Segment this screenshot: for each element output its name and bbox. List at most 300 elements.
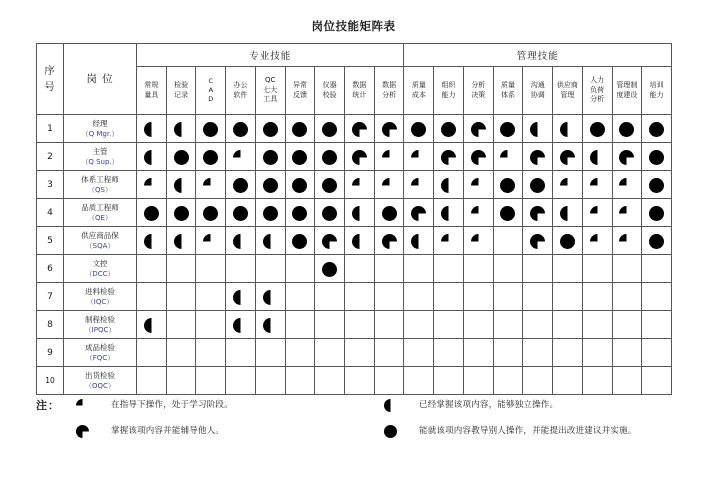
skill-cell-prof-2[interactable] — [166, 367, 196, 395]
skill-cell-prof-3[interactable] — [196, 143, 226, 171]
table-row — [37, 367, 672, 395]
full-circle-icon — [560, 234, 575, 249]
skill-cell-prof-6[interactable] — [285, 311, 315, 339]
skill-cell-mgmt-7[interactable] — [582, 311, 612, 339]
skill-cell-mgmt-4[interactable] — [493, 255, 523, 283]
position-name: 进料检验 — [85, 286, 115, 296]
half-circle-icon — [233, 290, 248, 305]
full-circle-icon — [411, 122, 426, 137]
quarter-circle-icon — [203, 178, 218, 193]
column-header-line: 成本 — [411, 90, 426, 99]
skill-cell-prof-3[interactable] — [196, 367, 226, 395]
column-header-line: 记录 — [174, 90, 189, 99]
skill-cell-mgmt-8[interactable] — [612, 339, 642, 367]
half-circle-icon — [263, 318, 278, 333]
row-index: 9 — [37, 339, 64, 367]
skill-cell-prof-3[interactable] — [196, 115, 226, 143]
position-code: （QS） — [88, 185, 112, 194]
skill-cell-prof-9[interactable] — [374, 283, 404, 311]
skill-cell-prof-1[interactable] — [137, 255, 167, 283]
full-circle-icon — [233, 206, 248, 221]
skill-cell-mgmt-9[interactable] — [642, 255, 672, 283]
three-quarter-circle-icon — [382, 122, 397, 137]
three-quarter-circle-icon — [471, 122, 486, 137]
position-name: 制程检验 — [85, 314, 115, 324]
skill-cell-mgmt-1[interactable] — [404, 339, 434, 367]
column-header-line: QC — [265, 76, 276, 85]
column-header-prof-9 — [374, 67, 404, 115]
position-code: （Q Sup.） — [81, 157, 119, 166]
full-circle-icon — [263, 178, 278, 193]
skill-cell-mgmt-4[interactable] — [493, 311, 523, 339]
header-index — [37, 44, 64, 115]
skill-cell-mgmt-6[interactable] — [553, 283, 583, 311]
row-position — [64, 283, 137, 311]
skill-cell-prof-5[interactable] — [255, 143, 285, 171]
skill-cell-prof-5[interactable] — [255, 283, 285, 311]
skill-cell-mgmt-6[interactable] — [553, 339, 583, 367]
legend-notes — [36, 392, 676, 444]
position-code: （IQC） — [86, 297, 114, 306]
skill-cell-mgmt-8[interactable] — [612, 115, 642, 143]
skill-cell-mgmt-2[interactable] — [434, 171, 464, 199]
full-circle-icon — [619, 122, 634, 137]
column-header-line: 常规 — [144, 81, 159, 89]
table-row — [37, 283, 672, 311]
column-header-line: 质量 — [411, 81, 426, 89]
skill-cell-mgmt-5[interactable] — [523, 171, 553, 199]
skill-cell-mgmt-3[interactable] — [463, 171, 493, 199]
half-circle-icon — [174, 178, 189, 193]
half-circle-icon — [144, 318, 159, 333]
skill-cell-prof-8[interactable] — [345, 199, 375, 227]
half-circle-icon — [174, 122, 189, 137]
skill-cell-prof-2[interactable] — [166, 255, 196, 283]
skill-cell-prof-9[interactable] — [374, 171, 404, 199]
skill-cell-mgmt-3[interactable] — [463, 199, 493, 227]
skill-cell-prof-8[interactable] — [345, 339, 375, 367]
skill-cell-prof-6[interactable] — [285, 199, 315, 227]
skill-cell-mgmt-2[interactable] — [434, 283, 464, 311]
column-header-mgmt-7 — [582, 67, 612, 115]
skill-cell-mgmt-6[interactable] — [553, 227, 583, 255]
skill-cell-prof-4[interactable] — [226, 339, 256, 367]
skill-cell-mgmt-6[interactable] — [553, 115, 583, 143]
skill-cell-mgmt-3[interactable] — [463, 115, 493, 143]
skill-cell-prof-6[interactable] — [285, 339, 315, 367]
skill-cell-mgmt-5[interactable] — [523, 339, 553, 367]
skill-cell-prof-4[interactable] — [226, 171, 256, 199]
quarter-circle-icon — [471, 206, 486, 221]
column-header-line: 能力 — [649, 90, 664, 99]
half-circle-icon — [441, 206, 456, 221]
skill-cell-prof-2[interactable] — [166, 227, 196, 255]
full-circle-icon — [649, 150, 664, 165]
skill-cell-mgmt-8[interactable] — [612, 255, 642, 283]
header-position — [64, 44, 137, 115]
skill-cell-mgmt-1[interactable] — [404, 283, 434, 311]
full-circle-icon — [590, 122, 605, 137]
skill-cell-mgmt-1[interactable] — [404, 115, 434, 143]
skill-cell-mgmt-7[interactable] — [582, 115, 612, 143]
skill-cell-mgmt-5[interactable] — [523, 143, 553, 171]
full-circle-icon — [649, 178, 664, 193]
skill-cell-mgmt-7[interactable] — [582, 255, 612, 283]
skill-cell-mgmt-6[interactable] — [553, 199, 583, 227]
column-header-line: 管理制 — [616, 81, 638, 89]
skill-cell-mgmt-7[interactable] — [582, 367, 612, 395]
skill-cell-prof-7[interactable] — [315, 227, 345, 255]
skill-cell-mgmt-8[interactable] — [612, 227, 642, 255]
column-header-line: 检验 — [174, 81, 189, 89]
skill-cell-prof-5[interactable] — [255, 339, 285, 367]
skill-cell-prof-1[interactable] — [137, 339, 167, 367]
skill-cell-mgmt-9[interactable] — [642, 339, 672, 367]
skill-cell-mgmt-5[interactable] — [523, 199, 553, 227]
column-header-line: 质量 — [500, 81, 515, 89]
skill-cell-prof-3[interactable] — [196, 255, 226, 283]
skill-cell-mgmt-2[interactable] — [434, 339, 464, 367]
skill-cell-prof-5[interactable] — [255, 227, 285, 255]
skill-cell-mgmt-7[interactable] — [582, 199, 612, 227]
column-header-prof-2 — [166, 67, 196, 115]
column-header-line: 体系 — [500, 90, 515, 99]
skill-cell-prof-5[interactable] — [255, 171, 285, 199]
skill-cell-mgmt-4[interactable] — [493, 339, 523, 367]
three-quarter-circle-icon — [471, 150, 486, 165]
skill-cell-mgmt-2[interactable] — [434, 115, 464, 143]
table-row — [37, 199, 672, 227]
full-circle-icon — [263, 206, 278, 221]
position-name: 主管 — [92, 146, 108, 156]
skill-cell-prof-5[interactable] — [255, 255, 285, 283]
three-quarter-circle-icon — [411, 206, 426, 221]
skill-cell-prof-6[interactable] — [285, 367, 315, 395]
quarter-circle-icon — [619, 178, 634, 193]
skill-cell-prof-9[interactable] — [374, 367, 404, 395]
position-code: （FQC） — [85, 353, 115, 362]
skill-cell-mgmt-4[interactable] — [493, 227, 523, 255]
skill-cell-mgmt-3[interactable] — [463, 283, 493, 311]
column-header-line: 软件 — [233, 90, 248, 99]
skill-cell-prof-4[interactable] — [226, 143, 256, 171]
full-circle-icon — [649, 234, 664, 249]
three-quarter-circle-icon — [382, 234, 397, 249]
skill-cell-prof-1[interactable] — [137, 199, 167, 227]
skill-cell-mgmt-6[interactable] — [553, 255, 583, 283]
skill-cell-prof-1[interactable] — [137, 367, 167, 395]
skill-cell-mgmt-6[interactable] — [553, 367, 583, 395]
skill-cell-prof-8[interactable] — [345, 255, 375, 283]
half-circle-icon — [144, 150, 159, 165]
skill-cell-mgmt-9[interactable] — [642, 115, 672, 143]
quarter-circle-icon — [144, 178, 159, 193]
full-circle-icon — [500, 122, 515, 137]
skill-cell-mgmt-1[interactable] — [404, 367, 434, 395]
row-position — [64, 339, 137, 367]
skill-cell-prof-7[interactable] — [315, 171, 345, 199]
skill-cell-prof-2[interactable] — [166, 143, 196, 171]
skill-cell-prof-2[interactable] — [166, 199, 196, 227]
skill-cell-mgmt-2[interactable] — [434, 143, 464, 171]
skill-cell-mgmt-4[interactable] — [493, 115, 523, 143]
skill-cell-prof-4[interactable] — [226, 283, 256, 311]
full-circle-icon — [649, 206, 664, 221]
skill-cell-mgmt-7[interactable] — [582, 283, 612, 311]
position-name: 出货检验 — [85, 370, 115, 380]
quarter-circle-icon — [76, 399, 89, 412]
skill-cell-mgmt-5[interactable] — [523, 255, 553, 283]
skill-cell-prof-1[interactable] — [137, 143, 167, 171]
skill-cell-prof-3[interactable] — [196, 227, 226, 255]
skill-cell-prof-2[interactable] — [166, 171, 196, 199]
skill-cell-mgmt-1[interactable] — [404, 199, 434, 227]
skill-cell-mgmt-5[interactable] — [523, 283, 553, 311]
skill-cell-prof-6[interactable] — [285, 171, 315, 199]
skill-cell-prof-6[interactable] — [285, 115, 315, 143]
half-circle-icon — [144, 234, 159, 249]
quarter-circle-icon — [619, 206, 634, 221]
row-position — [64, 255, 137, 283]
column-header-line: 办公 — [233, 81, 248, 89]
quarter-circle-icon — [382, 178, 397, 193]
skill-cell-mgmt-9[interactable] — [642, 143, 672, 171]
full-circle-icon — [263, 122, 278, 137]
three-quarter-circle-icon — [441, 150, 456, 165]
skill-cell-mgmt-1[interactable] — [404, 143, 434, 171]
skill-cell-prof-8[interactable] — [345, 227, 375, 255]
skill-cell-prof-1[interactable] — [137, 171, 167, 199]
skill-cell-mgmt-9[interactable] — [642, 283, 672, 311]
skill-cell-prof-1[interactable] — [137, 283, 167, 311]
skill-cell-mgmt-9[interactable] — [642, 367, 672, 395]
skill-cell-prof-7[interactable] — [315, 339, 345, 367]
row-index: 5 — [37, 227, 64, 255]
skill-cell-prof-6[interactable] — [285, 227, 315, 255]
full-circle-icon — [441, 122, 456, 137]
column-header-prof-3 — [196, 67, 226, 115]
skill-cell-prof-3[interactable] — [196, 339, 226, 367]
skill-cell-mgmt-4[interactable] — [493, 171, 523, 199]
position-name: 供应商品保 — [81, 230, 119, 240]
column-header-prof-4 — [226, 67, 256, 115]
skill-cell-mgmt-8[interactable] — [612, 143, 642, 171]
skill-cell-mgmt-3[interactable] — [463, 255, 493, 283]
column-header-line: 校验 — [322, 90, 337, 99]
skill-cell-prof-8[interactable] — [345, 115, 375, 143]
row-index: 2 — [37, 143, 64, 171]
notes-label: 注： — [36, 399, 60, 412]
skill-cell-mgmt-5[interactable] — [523, 115, 553, 143]
skill-cell-prof-9[interactable] — [374, 311, 404, 339]
skill-cell-prof-7[interactable] — [315, 115, 345, 143]
skill-cell-prof-7[interactable] — [315, 367, 345, 395]
legend-item-learning — [76, 399, 344, 412]
half-circle-icon — [233, 318, 248, 333]
full-circle-icon — [292, 234, 307, 249]
three-quarter-circle-icon — [352, 122, 367, 137]
skill-cell-mgmt-3[interactable] — [463, 143, 493, 171]
skill-cell-prof-8[interactable] — [345, 367, 375, 395]
skill-cell-prof-4[interactable] — [226, 255, 256, 283]
half-circle-icon — [560, 122, 575, 137]
skill-cell-mgmt-9[interactable] — [642, 199, 672, 227]
skill-cell-mgmt-3[interactable] — [463, 367, 493, 395]
skill-cell-mgmt-4[interactable] — [493, 143, 523, 171]
half-circle-icon — [411, 234, 426, 249]
skill-cell-prof-9[interactable] — [374, 115, 404, 143]
skill-cell-prof-6[interactable] — [285, 143, 315, 171]
skill-cell-prof-2[interactable] — [166, 283, 196, 311]
skill-cell-mgmt-8[interactable] — [612, 199, 642, 227]
skill-cell-mgmt-1[interactable] — [404, 311, 434, 339]
skill-cell-mgmt-5[interactable] — [523, 311, 553, 339]
skill-cell-prof-8[interactable] — [345, 311, 375, 339]
header-position-line-2: 位 — [102, 73, 114, 85]
skill-cell-prof-3[interactable] — [196, 199, 226, 227]
three-quarter-circle-icon — [530, 206, 545, 221]
skill-cell-mgmt-8[interactable] — [612, 367, 642, 395]
quarter-circle-icon — [619, 234, 634, 249]
legend-text-learning: 在指导下操作，处于学习阶段。 — [111, 400, 233, 410]
skill-cell-mgmt-2[interactable] — [434, 227, 464, 255]
column-header-mgmt-8 — [612, 67, 642, 115]
skill-cell-mgmt-2[interactable] — [434, 367, 464, 395]
skill-cell-mgmt-1[interactable] — [404, 171, 434, 199]
skill-cell-mgmt-7[interactable] — [582, 143, 612, 171]
skill-cell-prof-9[interactable] — [374, 199, 404, 227]
position-code: （OQC） — [85, 381, 115, 390]
skill-cell-mgmt-4[interactable] — [493, 283, 523, 311]
skill-cell-prof-8[interactable] — [345, 283, 375, 311]
skill-cell-mgmt-8[interactable] — [612, 311, 642, 339]
header-group-management: 管理技能 — [404, 44, 672, 67]
position-name: 经理 — [92, 118, 108, 128]
column-header-line: 数据 — [382, 81, 397, 89]
skill-cell-prof-4[interactable] — [226, 115, 256, 143]
skill-cell-prof-4[interactable] — [226, 227, 256, 255]
skill-cell-mgmt-2[interactable] — [434, 199, 464, 227]
skill-cell-prof-3[interactable] — [196, 311, 226, 339]
column-header-line: 量具 — [144, 90, 159, 99]
skill-cell-mgmt-9[interactable] — [642, 227, 672, 255]
skill-cell-prof-9[interactable] — [374, 227, 404, 255]
skill-cell-prof-8[interactable] — [345, 171, 375, 199]
full-circle-icon — [322, 206, 337, 221]
quarter-circle-icon — [233, 150, 248, 165]
skill-cell-prof-7[interactable] — [315, 199, 345, 227]
column-header-line: 负荷 — [590, 85, 605, 94]
column-header-line: 组织 — [441, 81, 456, 89]
column-header-line: 数据 — [352, 81, 367, 89]
half-circle-icon — [174, 234, 189, 249]
column-header-prof-1 — [137, 67, 167, 115]
skill-cell-prof-5[interactable] — [255, 199, 285, 227]
table-head — [37, 44, 672, 115]
skill-cell-mgmt-6[interactable] — [553, 171, 583, 199]
skill-cell-prof-6[interactable] — [285, 255, 315, 283]
skill-cell-mgmt-1[interactable] — [404, 255, 434, 283]
skill-cell-prof-7[interactable] — [315, 255, 345, 283]
skill-cell-prof-5[interactable] — [255, 311, 285, 339]
skill-cell-mgmt-3[interactable] — [463, 311, 493, 339]
skill-cell-prof-4[interactable] — [226, 311, 256, 339]
skill-cell-mgmt-7[interactable] — [582, 171, 612, 199]
skill-cell-mgmt-6[interactable] — [553, 143, 583, 171]
half-circle-icon — [263, 290, 278, 305]
quarter-circle-icon — [411, 178, 426, 193]
skill-cell-mgmt-9[interactable] — [642, 311, 672, 339]
skill-cell-mgmt-8[interactable] — [612, 171, 642, 199]
skill-cell-prof-9[interactable] — [374, 339, 404, 367]
half-circle-icon — [441, 178, 456, 193]
skill-cell-prof-1[interactable] — [137, 115, 167, 143]
header-index-line-2: 号 — [44, 81, 56, 93]
skill-cell-prof-4[interactable] — [226, 199, 256, 227]
full-circle-icon — [144, 206, 159, 221]
skill-cell-prof-7[interactable] — [315, 311, 345, 339]
skill-cell-mgmt-3[interactable] — [463, 227, 493, 255]
full-circle-icon — [384, 425, 397, 438]
skill-cell-prof-7[interactable] — [315, 143, 345, 171]
column-header-line: 人力 — [590, 76, 605, 85]
table-row — [37, 311, 672, 339]
skill-cell-prof-5[interactable] — [255, 367, 285, 395]
skill-cell-prof-6[interactable] — [285, 283, 315, 311]
half-circle-icon — [530, 122, 545, 137]
column-header-mgmt-2 — [434, 67, 464, 115]
skill-cell-mgmt-1[interactable] — [404, 227, 434, 255]
skill-cell-prof-2[interactable] — [166, 339, 196, 367]
skill-cell-prof-7[interactable] — [315, 283, 345, 311]
header-index-line-1: 序 — [44, 65, 56, 77]
skill-cell-mgmt-5[interactable] — [523, 227, 553, 255]
skill-cell-prof-2[interactable] — [166, 311, 196, 339]
skill-cell-mgmt-8[interactable] — [612, 283, 642, 311]
skill-cell-mgmt-9[interactable] — [642, 171, 672, 199]
quarter-circle-icon — [590, 178, 605, 193]
skill-cell-prof-3[interactable] — [196, 283, 226, 311]
header-position-line-1: 岗 — [86, 73, 98, 85]
three-quarter-circle-icon — [530, 234, 545, 249]
legend-text-coach: 掌握该项内容并能辅导他人。 — [111, 426, 225, 436]
skill-cell-mgmt-2[interactable] — [434, 311, 464, 339]
skill-cell-mgmt-7[interactable] — [582, 339, 612, 367]
skill-cell-prof-5[interactable] — [255, 115, 285, 143]
skill-cell-prof-2[interactable] — [166, 115, 196, 143]
skill-cell-mgmt-4[interactable] — [493, 367, 523, 395]
skill-cell-prof-9[interactable] — [374, 143, 404, 171]
legend-text-expert: 能就该项内容教导别人操作，并能提出改进建议并实施。 — [419, 426, 637, 436]
skill-cell-mgmt-4[interactable] — [493, 199, 523, 227]
column-header-line: 管理 — [560, 90, 575, 99]
skill-cell-prof-1[interactable] — [137, 227, 167, 255]
skill-cell-mgmt-2[interactable] — [434, 255, 464, 283]
skill-cell-mgmt-6[interactable] — [553, 311, 583, 339]
skill-cell-prof-4[interactable] — [226, 367, 256, 395]
skill-cell-mgmt-5[interactable] — [523, 367, 553, 395]
full-circle-icon — [203, 150, 218, 165]
column-header-line: 统计 — [352, 90, 367, 99]
skill-cell-mgmt-3[interactable] — [463, 339, 493, 367]
skill-cell-prof-3[interactable] — [196, 171, 226, 199]
skill-cell-mgmt-7[interactable] — [582, 227, 612, 255]
skill-cell-prof-1[interactable] — [137, 311, 167, 339]
skill-cell-prof-9[interactable] — [374, 255, 404, 283]
position-name: 文控 — [92, 258, 108, 268]
skill-cell-prof-8[interactable] — [345, 143, 375, 171]
full-circle-icon — [233, 122, 248, 137]
